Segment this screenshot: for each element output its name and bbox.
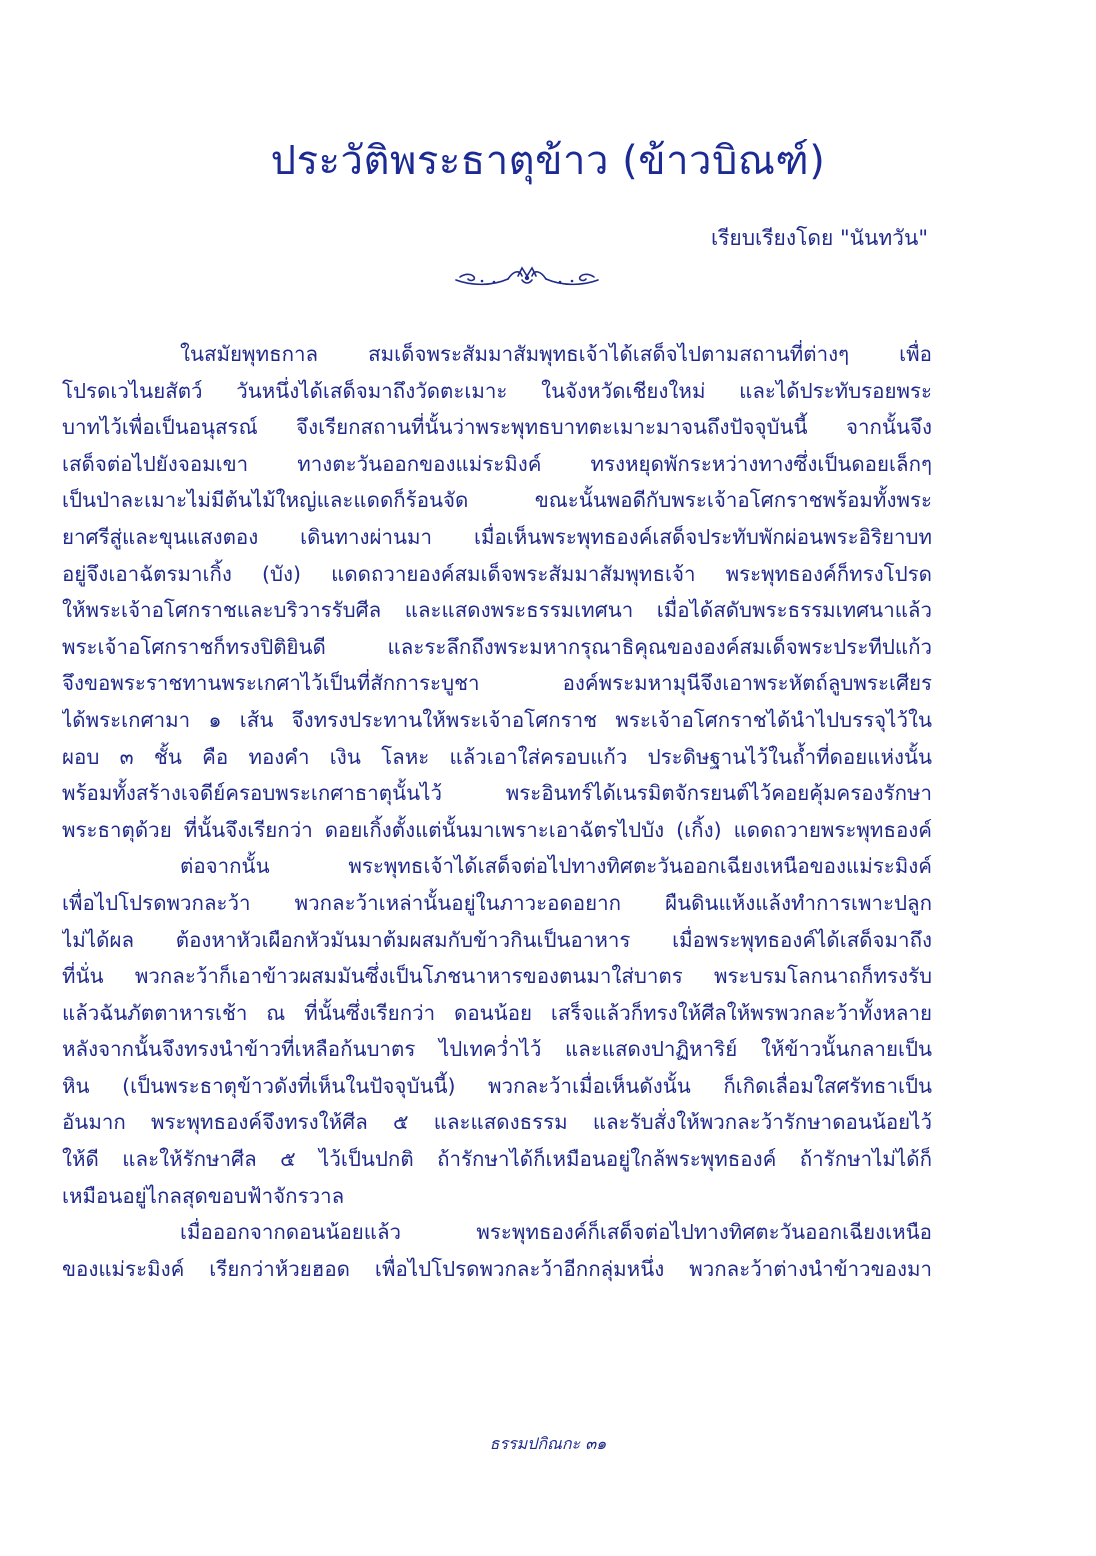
text-line: หิน (เป็นพระธาตุข้าวดังที่เห็นในปัจจุบันนี้) พวกละว้าเมื่อเห็นดังนั้น ก็เกิดเลื่อมใสศรัทธาเป็น [62, 1073, 932, 1098]
text-line: พระเจ้าอโศกราชก็ทรงปิติยินดี และระลึกถึงพระมหากรุณาธิคุณขององค์สมเด็จพระประทีปแก้ว [62, 634, 932, 659]
text-line: ให้ดี และให้รักษาศีล ๕ ไว้เป็นปกติ ถ้ารักษาได้ก็เหมือนอยู่ใกล้พระพุทธองค์ ถ้ารักษาไม่ได้ก็ [62, 1147, 932, 1172]
page-footer: ธรรมปกิณกะ ๓๑ [489, 1434, 607, 1453]
text-line: แล้วฉันภัตตาหารเช้า ณ ที่นั้นซึ่งเรียกว่า ดอนน้อย เสร็จแล้วก็ทรงให้ศีลให้พรพวกละว้าทั้งหลาย [62, 1000, 932, 1025]
text-line: เหมือนอยู่ไกลสุดขอบฟ้าจักรวาล [62, 1183, 345, 1208]
text-line: อยู่จึงเอาฉัตรมาเกิ้ง (บัง) แดดถวายองค์สมเด็จพระสัมมาสัมพุทธเจ้า พระพุทธองค์ก็ทรงโปรด [62, 561, 932, 586]
text-line: ต่อจากนั้น พระพุทธเจ้าได้เสด็จต่อไปทางทิศตะวันออกเฉียงเหนือของแม่ระมิงค์ [180, 854, 932, 879]
text-line: ของแม่ระมิงค์ เรียกว่าห้วยฮอด เพื่อไปโปรดพวกละว้าอีกกลุ่มหนึ่ง พวกละว้าต่างนำข้าวของมา [62, 1256, 932, 1281]
text-line: ผอบ ๓ ชั้น คือ ทองคำ เงิน โลหะ แล้วเอาใส่ครอบแก้ว ประดิษฐานไว้ในถ้ำที่ดอยแห่งนั้น [62, 744, 932, 769]
text-line: โปรดเวไนยสัตว์ วันหนึ่งได้เสด็จมาถึงวัดตะเมาะ ในจังหวัดเชียงใหม่ และได้ประทับรอยพระ [62, 378, 932, 403]
text-line: หลังจากนั้นจึงทรงนำข้าวที่เหลือก้นบาตร ไปเทคว่ำไว้ และแสดงปาฏิหาริย์ ให้ข้าวนั้นกลายเป็น [62, 1037, 932, 1062]
text-line: พระธาตุด้วย ที่นั้นจึงเรียกว่า ดอยเกิ้งตั้งแต่นั้นมาเพราะเอาฉัตรไปบัง (เกิ้ง) แดดถวายพระพุทธองค์ [62, 817, 932, 842]
text-line: พร้อมทั้งสร้างเจดีย์ครอบพระเกศาธาตุนั้นไว้ พระอินทร์ได้เนรมิตจักรยนต์ไว้คอยคุ้มครองรักษา [62, 781, 932, 806]
text-line: เมื่อออกจากดอนน้อยแล้ว พระพุทธองค์ก็เสด็จต่อไปทางทิศตะวันออกเฉียงเหนือ [180, 1220, 932, 1245]
text-line: ที่นั่น พวกละว้าก็เอาข้าวผสมมันซึ่งเป็นโภชนาหารของตนมาใส่บาตร พระบรมโลกนาถก็ทรงรับ [62, 964, 932, 989]
text-line: บาทไว้เพื่อเป็นอนุสรณ์ จึงเรียกสถานที่นั้นว่าพระพุทธบาทตะเมาะมาจนถึงปัจจุบันนี้ จากนั้นจึง [62, 415, 932, 440]
text-line: จึงขอพระราชทานพระเกศาไว้เป็นที่สักการะบูชา องค์พระมหามุนีจึงเอาพระหัตถ์ลูบพระเศียร [62, 671, 932, 696]
text-line: ในสมัยพุทธกาล สมเด็จพระสัมมาสัมพุทธเจ้าได้เสด็จไปตามสถานที่ต่างๆ เพื่อ [180, 342, 932, 366]
decorative-divider-icon [452, 264, 602, 290]
text-line: ไม่ได้ผล ต้องหาหัวเผือกหัวมันมาต้มผสมกับข้าวกินเป็นอาหาร เมื่อพระพุทธองค์ได้เสด็จมาถึง [62, 927, 932, 952]
author-byline: เรียบเรียงโดย "นันทวัน" [710, 226, 928, 250]
text-line: อันมาก พระพุทธองค์จึงทรงให้ศีล ๕ และแสดงธรรม และรับสั่งให้พวกละว้ารักษาดอนน้อยไว้ [62, 1110, 932, 1135]
page-title: ประวัติพระธาตุข้าว (ข้าวบิณฑ์) [270, 138, 826, 184]
text-line: ยาศรีสู่และขุนแสงตอง เดินทางผ่านมา เมื่อเห็นพระพุทธองค์เสด็จประทับพักผ่อนพระอิริยาบท [62, 524, 932, 549]
text-line: เพื่อไปโปรดพวกละว้า พวกละว้าเหล่านั้นอยู่ในภาวะอดอยาก ผืนดินแห้งแล้งทำการเพาะปลูก [62, 890, 932, 915]
text-line: ให้พระเจ้าอโศกราชและบริวารรับศีล และแสดงพระธรรมเทศนา เมื่อได้สดับพระธรรมเทศนาแล้ว [62, 598, 932, 623]
body-text [62, 336, 932, 1287]
text-line: เป็นป่าละเมาะไม่มีต้นไม้ใหญ่และแดดก็ร้อนจัด ขณะนั้นพอดีกับพระเจ้าอโศกราชพร้อมทั้งพระ [62, 488, 932, 513]
text-line: ได้พระเกศามา ๑ เส้น จึงทรงประทานให้พระเจ้าอโศกราช พระเจ้าอโศกราชได้นำไปบรรจุไว้ใน [62, 707, 932, 732]
text-line: เสด็จต่อไปยังจอมเขา ทางตะวันออกของแม่ระมิงค์ ทรงหยุดพักระหว่างทางซึ่งเป็นดอยเล็กๆ [62, 451, 932, 476]
